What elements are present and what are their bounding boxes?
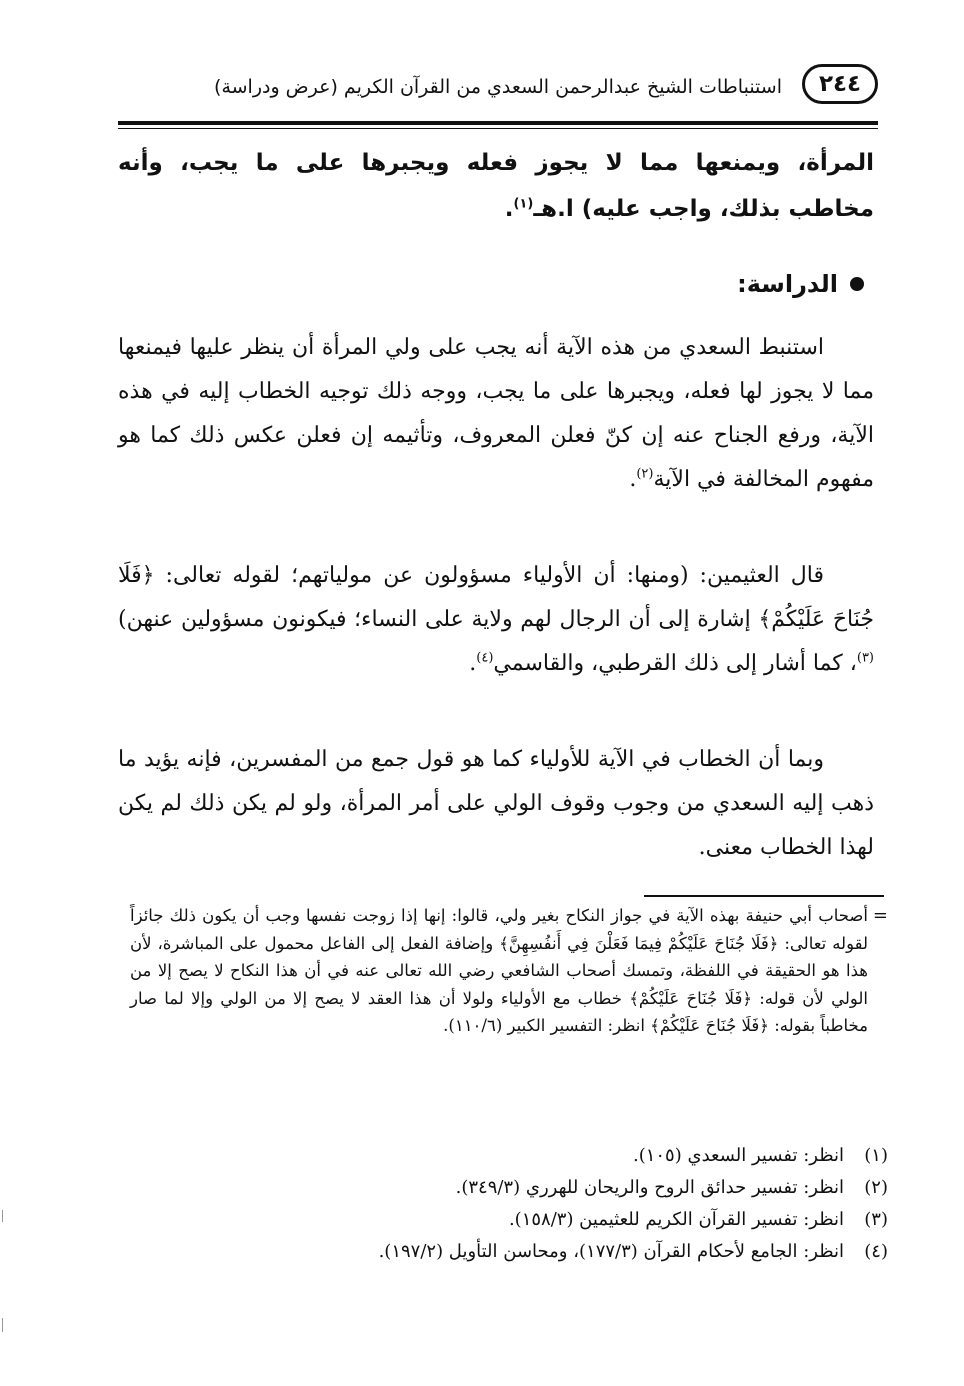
header-rule-thick	[118, 121, 878, 125]
footnote-ref-4: (٤)	[476, 650, 494, 666]
footnote-item	[128, 1140, 888, 1172]
page-header	[118, 58, 878, 114]
page-number: ٢٤٤	[818, 71, 862, 97]
footnote-text: انظر: تفسير حدائق الروح والريحان للهرري (٣٤٩/٣).	[455, 1177, 844, 1198]
quote-text: المرأة، ويمنعها مما لا يجوز فعله ويجبرها على ما يجب، وأنه مخاطب بذلك، واجب عليه) ا.هـ	[118, 150, 874, 222]
paragraph-1-text: استنبط السعدي من هذه الآية أنه يجب على ولي المرأة أن ينظر عليها فيمنعها مما لا يجوز لها فعله، ويجبرها على ما يجب، ووجه ذلك توجيه الخطاب إليه في هذه الآية، ورفع الجناح عنه إن كنّ فعلن المعروف، وتأثيمه إن فعلن عكس ذلك كما هو مفهوم المخالفة في الآية	[118, 335, 874, 492]
paragraph-uthaymin	[118, 554, 874, 686]
running-title: استنباطات الشيخ عبدالرحمن السعدي من القرآن الكريم (عرض ودراسة)	[214, 76, 782, 98]
footnote-number: (٤)	[864, 1241, 888, 1262]
paragraph-2-text-a: قال العثيمين: (ومنها: أن الأولياء مسؤولون عن مولياتهم؛ لقوله تعالى: ﴿فَلَا جُنَاحَ عَلَيْكُمْ﴾ إشارة إلى أن الرجال لهم ولاية على النساء؛ فيكونون مسؤولين عنهن)	[118, 563, 874, 632]
footnote-item	[128, 1172, 888, 1204]
footnote-ref-2: (٢)	[636, 466, 654, 482]
footnote-item	[128, 1204, 888, 1236]
scan-edge-mark	[2, 1210, 3, 1222]
footnote-ref-3: (٣)	[856, 650, 874, 666]
paragraph-2-text-b: ، كما أشار إلى ذلك القرطبي، والقاسمي	[493, 651, 857, 676]
footnote-continuation: أصحاب أبي حنيفة بهذه الآية في جواز النكاح بغير ولي، قالوا: إنها إذا زوجت نفسها وجب أن يكون ذلك جائزاً لقوله تعالى: ﴿فَلَا جُنَاحَ عَلَيْكُمْ فِيمَا فَعَلْنَ فِي أَنفُسِهِنَّ﴾ وإضافة الفعل إلى الفاعل محمول على المباشرة، لأن هذا هو الحقيقة في اللفظة، وتمسك أصحاب الشافعي رضي الله تعالى عنه في أن هذا النكاح لا يصح إلا من الولي لأن قوله: ﴿فَلَا جُنَاحَ عَلَيْكُمْ﴾ خطاب مع الأولياء ولولا أن هذا العقد لا يصح إلا من الولي وإلا لما صار مخاطباً بقوله: ﴿فَلَا جُنَاحَ عَلَيْكُمْ﴾ انظر: التفسير الكبير (١١٠/٦).	[130, 906, 868, 1035]
scan-edge-mark	[2, 1318, 3, 1332]
footnote-text: انظر: الجامع لأحكام القرآن (١٧٧/٣)، ومحاسن التأويل (١٩٧/٢).	[378, 1241, 844, 1262]
footnote-text: انظر: تفسير السعدي (١٠٥).	[632, 1145, 844, 1166]
quote-end: .	[504, 196, 514, 222]
footnote-text: انظر: تفسير القرآن الكريم للعثيمين (١٥٨/٣).	[508, 1209, 844, 1230]
paragraph-3-text: وبما أن الخطاب في الآية للأولياء كما هو قول جمع من المفسرين، فإنه يؤيد ما ذهب إليه السعدي من وجوب وقوف الولي على أمر المرأة، ولو لم يكن ذلك لم يكن لهذا الخطاب معنى.	[118, 747, 874, 860]
footnote-separator	[644, 895, 884, 897]
footnote-list	[128, 1140, 888, 1268]
header-rule-thin	[118, 128, 878, 129]
footnote-continuation-marker: =	[872, 905, 888, 926]
bullet-icon	[850, 277, 864, 291]
footnote-number: (٣)	[864, 1209, 888, 1230]
quote-continuation	[118, 140, 874, 232]
section-heading-text: الدراسة:	[737, 270, 838, 298]
footnote-ref-1: (١)	[513, 196, 534, 212]
paragraph-istinbat	[118, 326, 874, 502]
paragraph-2-end: .	[469, 651, 477, 676]
page-number-badge	[802, 64, 878, 104]
footnote-number: (١)	[864, 1145, 888, 1166]
footnote-number: (٢)	[864, 1177, 888, 1198]
section-heading	[737, 270, 864, 298]
footnote-item	[128, 1236, 888, 1268]
paragraph-1-end: .	[629, 467, 637, 492]
paragraph-conclusion	[118, 738, 874, 870]
